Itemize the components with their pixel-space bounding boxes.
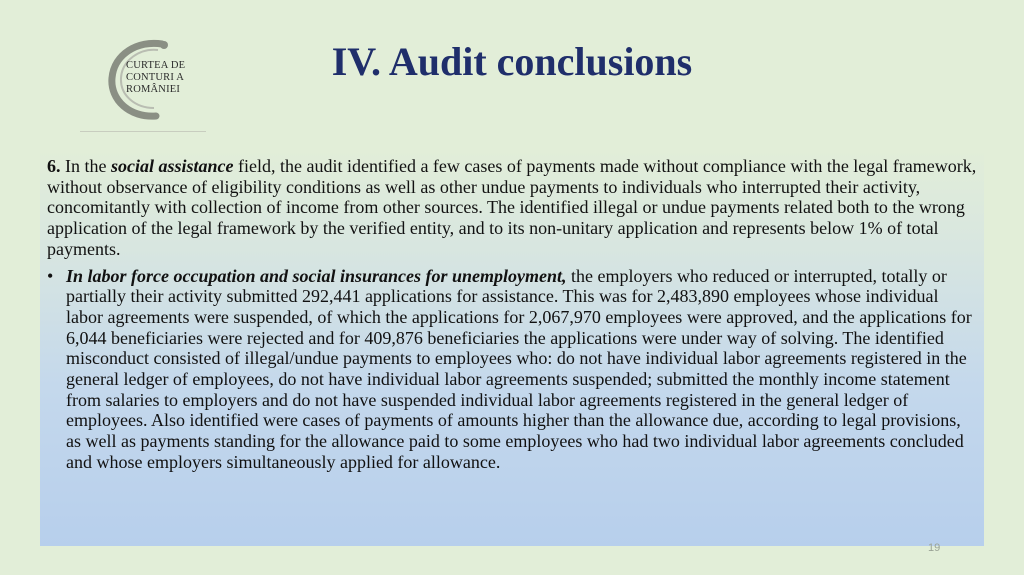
paragraph-number: 6.: [47, 156, 61, 176]
paragraph-text-a: In the: [60, 156, 111, 176]
bullet-icon: •: [47, 265, 54, 286]
logo-divider: [80, 131, 206, 132]
bullet-item: [47, 266, 977, 473]
paragraph-text-b: field, the audit identified a few cases of payments made without compliance with the legal framework, without observance of eligibility conditions as well as other undue payments to individuals who interrupted their activity, concomitantly with collection of income from other sources. The identified illegal or undue payments related both to the wrong application of the legal framework by the verified entity, and to its non-unitary application and represents below 1% of total payments.: [47, 156, 977, 259]
logo-line-3: ROMÂNIEI: [126, 84, 181, 95]
logo-line-1: CURTEA DE: [126, 60, 186, 71]
body-text: [47, 156, 977, 473]
bullet-text: the employers who reduced or interrupted, totally or partially their activity submitted 292,441 applications for assistance. This was for 2,483,890 employees whose individual labor agreements were suspended, of which the applications for 2,067,970 employees were approved, and the applications for 6,044 beneficiaries were rejected and for 409,876 beneficiaries the applications were under way of solving. The identified misconduct consisted of illegal/undue payments to employees who: do not have individual labor agreements registered in the general ledger of employees, do not have individual labor agreements suspended; submitted the monthly income statement from salaries to employers and do not have suspended individual labor agreements registered in the general ledger of employees. Also identified were cases of payments of amounts higher than the allowance due, according to legal provisions, as well as payments standing for the allowance paid to some employees who had two individual labor agreements concluded and whose employers simultaneously applied for allowance.: [66, 265, 972, 472]
logo-line-2: CONTURI A: [126, 72, 185, 83]
paragraph-6: [47, 156, 977, 260]
slide-title: IV. Audit conclusions: [331, 39, 693, 84]
page-number: 19: [928, 542, 941, 554]
bullet-lead: In labor force occupation and social insurances for unemployment,: [66, 265, 567, 286]
paragraph-emphasis: social assistance: [110, 156, 234, 176]
